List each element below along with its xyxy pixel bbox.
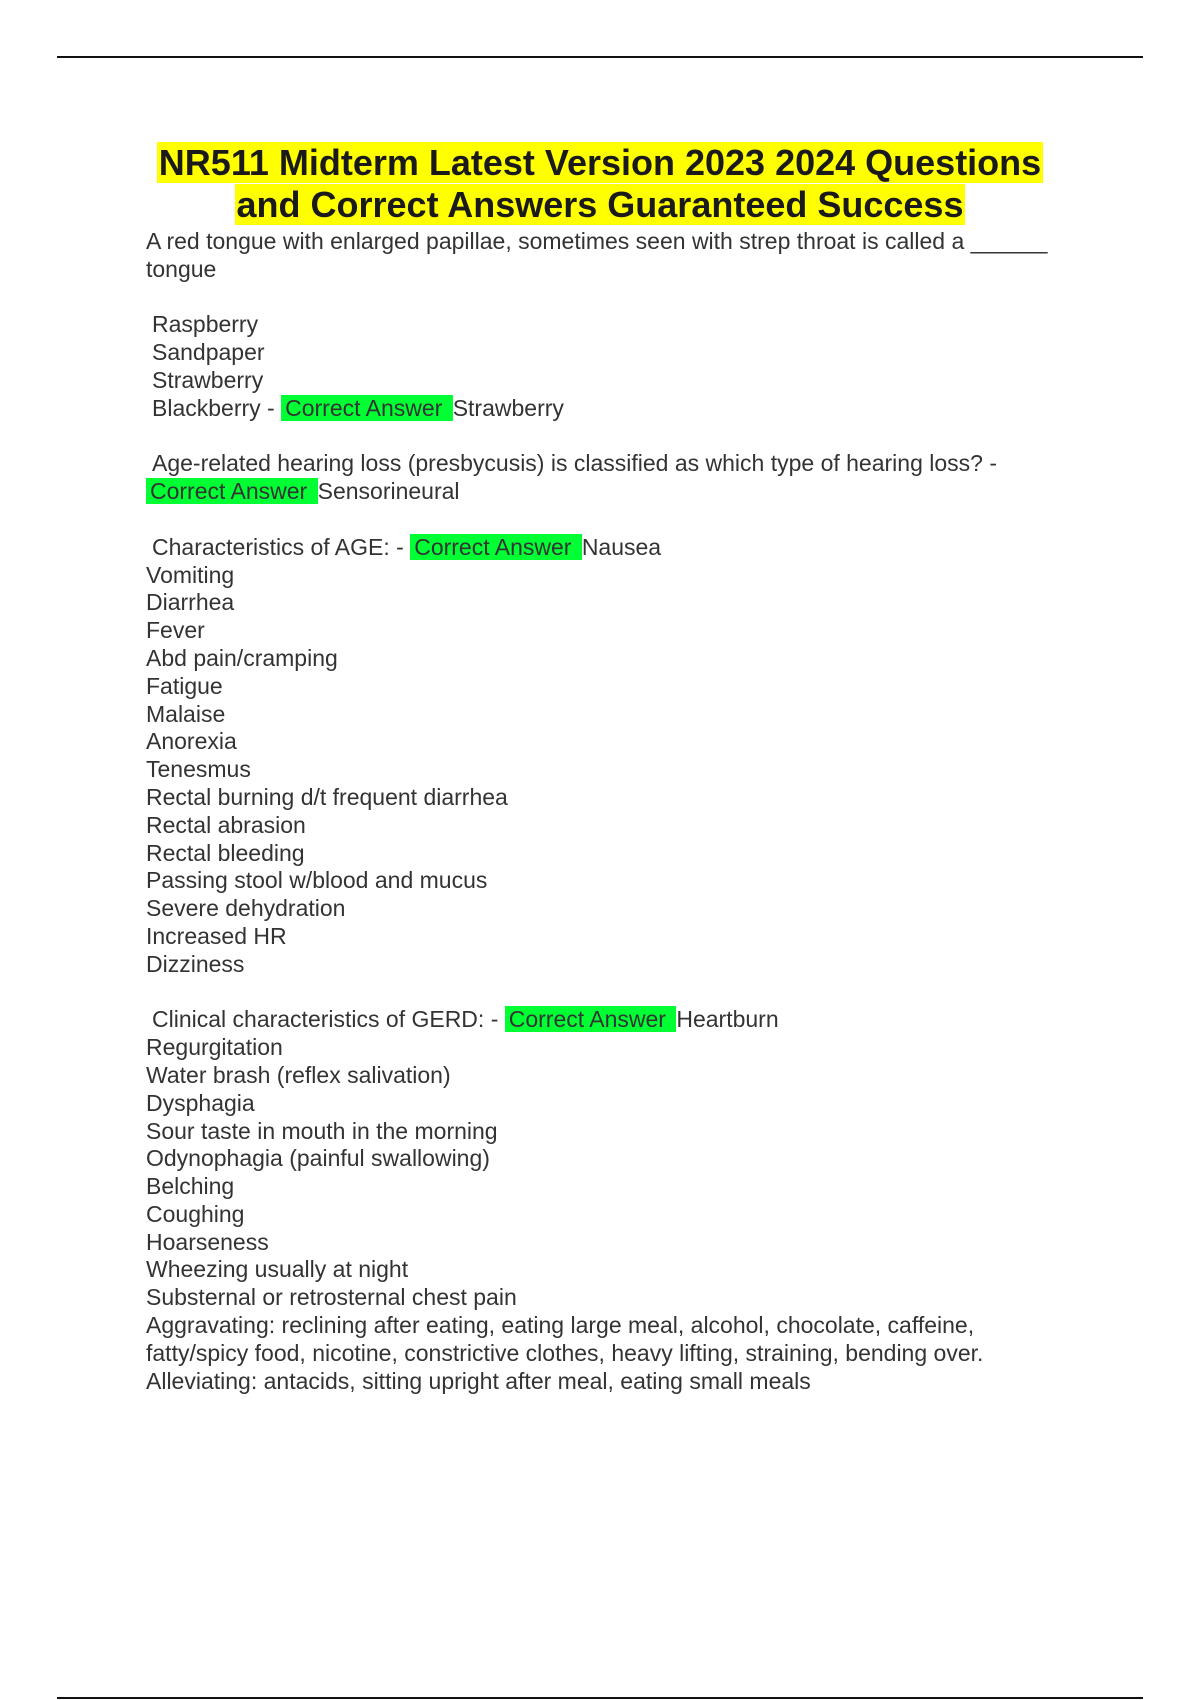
question-text: Characteristics of AGE: - — [152, 533, 411, 560]
document-title — [100, 142, 1100, 226]
answer-text: Nausea — [581, 533, 662, 560]
answer-text: Sensorineural — [317, 478, 460, 505]
question-text: Clinical characteristics of GERD: - — [152, 1006, 505, 1033]
correct-answer-label: Correct Answer — [410, 534, 582, 560]
answer-item: Substernal or retrosternal chest pain — [146, 1284, 517, 1311]
answer-item: Diarrhea — [146, 589, 235, 616]
aggravating-factors-cont: fatty/spicy food, nicotine, constrictive clothes, heavy lifting, straining, bending over. — [146, 1339, 984, 1366]
answer-item: Odynophagia (painful swallowing) — [146, 1145, 490, 1172]
answer-item: Anorexia — [146, 728, 237, 755]
answer-item: Rectal burning d/t frequent diarrhea — [146, 783, 508, 810]
answer-item: Vomiting — [146, 561, 235, 588]
title-line-2: and Correct Answers Guaranteed Success — [236, 184, 964, 225]
answer-item: Water brash (reflex salivation) — [146, 1061, 451, 1088]
option-item: Strawberry — [152, 366, 264, 393]
option-item: Blackberry - — [152, 394, 282, 421]
answer-item: Wheezing usually at night — [146, 1256, 409, 1283]
answer-item: Passing stool w/blood and mucus — [146, 867, 488, 894]
answer-line — [146, 478, 1086, 506]
alleviating-factors: Alleviating: antacids, sitting upright after meal, eating small meals — [146, 1367, 811, 1394]
title-line-1: NR511 Midterm Latest Version 2023 2024 Questions — [158, 142, 1042, 183]
answer-item: Rectal bleeding — [146, 839, 305, 866]
question-text: Age-related hearing loss (presbycusis) is classified as which type of hearing loss? - — [152, 450, 998, 477]
answer-item: Dizziness — [146, 950, 245, 977]
answer-text: Heartburn — [676, 1006, 779, 1033]
answer-item: Abd pain/cramping — [146, 644, 338, 671]
answer-item: Regurgitation — [146, 1034, 283, 1061]
option-answer-line — [146, 395, 1086, 423]
correct-answer-label: Correct Answer — [281, 395, 453, 421]
answer-item: Coughing — [146, 1200, 245, 1227]
answer-item: Malaise — [146, 700, 226, 727]
bottom-rule — [57, 1697, 1143, 1699]
top-rule — [57, 56, 1143, 58]
correct-answer-label: Correct Answer — [505, 1006, 677, 1032]
answer-item: Fever — [146, 617, 205, 644]
answer-item: Increased HR — [146, 922, 287, 949]
aggravating-factors: Aggravating: reclining after eating, eating large meal, alcohol, chocolate, caffeine, — [146, 1312, 975, 1339]
option-item: Sandpaper — [152, 339, 265, 366]
answer-item: Belching — [146, 1173, 235, 1200]
option-item: Raspberry — [152, 311, 259, 338]
question-block-1 — [146, 228, 1086, 423]
answer-item: Tenesmus — [146, 756, 251, 783]
answer-item: Dysphagia — [146, 1089, 255, 1116]
question-text: A red tongue with enlarged papillae, sometimes seen with strep throat is called a ______ — [146, 228, 1048, 254]
question-block-4 — [146, 1006, 1086, 1395]
correct-answer-label: Correct Answer — [146, 478, 318, 504]
question-answer-line — [146, 534, 1086, 562]
question-text-cont: tongue — [146, 255, 217, 282]
answer-item: Sour taste in mouth in the morning — [146, 1117, 498, 1144]
answer-item: Fatigue — [146, 672, 223, 699]
question-block-3 — [146, 534, 1086, 979]
answer-item: Severe dehydration — [146, 895, 346, 922]
answer-item: Hoarseness — [146, 1228, 269, 1255]
answer-text: Strawberry — [452, 394, 564, 421]
question-block-2 — [146, 450, 1086, 506]
answer-item: Rectal abrasion — [146, 811, 306, 838]
question-answer-line — [146, 1006, 1086, 1034]
document-body — [146, 228, 1086, 1395]
